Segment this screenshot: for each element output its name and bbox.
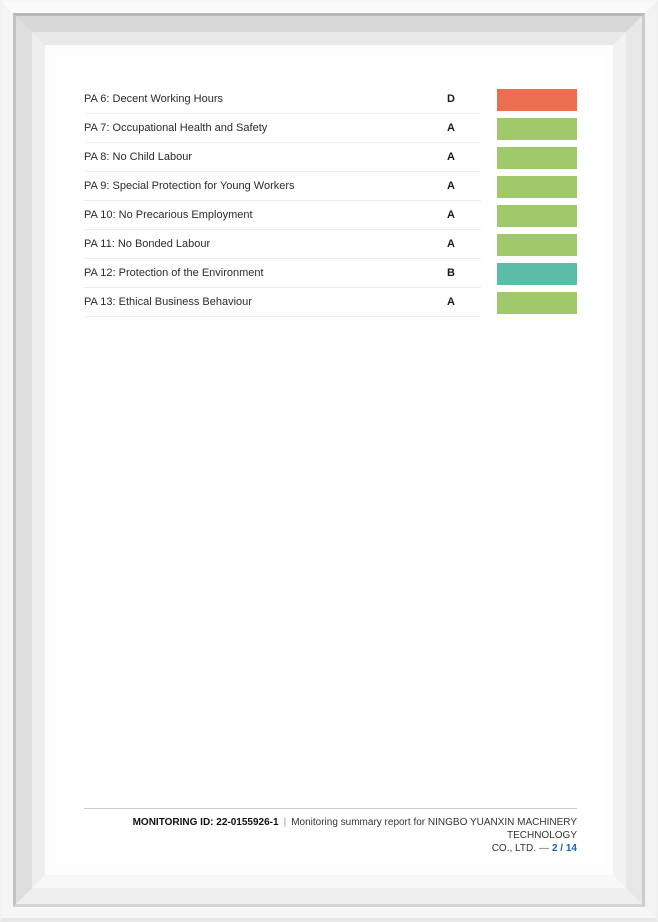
rating-bar <box>497 89 577 111</box>
rating-bar <box>497 234 577 256</box>
rating-bar <box>497 263 577 285</box>
grade-value: A <box>447 209 455 221</box>
document-frame-groove <box>13 13 645 907</box>
pa-label: PA 13: Ethical Business Behaviour <box>84 296 252 308</box>
table-row <box>84 201 577 230</box>
pa-label: PA 10: No Precarious Employment <box>84 209 253 221</box>
rating-bar-cell <box>497 259 577 288</box>
pa-label: PA 11: No Bonded Labour <box>84 238 211 250</box>
rating-bar <box>497 147 577 169</box>
table-row-main <box>84 172 481 201</box>
page-footer <box>84 808 577 857</box>
rating-bar-cell <box>497 288 577 317</box>
grade-value: A <box>447 238 455 250</box>
table-row-main <box>84 230 481 259</box>
document-frame-bevel-light <box>32 32 626 888</box>
rating-bar <box>497 118 577 140</box>
table-row <box>84 114 577 143</box>
table-row-main <box>84 114 481 143</box>
rating-bar-cell <box>497 143 577 172</box>
document-frame-mat <box>45 45 613 875</box>
grade-value: A <box>447 180 455 192</box>
table-row <box>84 230 577 259</box>
report-page <box>55 55 603 865</box>
table-row <box>84 143 577 172</box>
footer-summary-line1: Monitoring summary report for NINGBO YUANXIN MACHINERY TECHNOLOGY <box>291 817 577 841</box>
rating-bar-cell <box>497 85 577 114</box>
table-row <box>84 259 577 288</box>
table-row <box>84 172 577 201</box>
table-row <box>84 288 577 317</box>
footer-separator: | <box>283 817 287 828</box>
pa-label: PA 6: Decent Working Hours <box>84 93 223 105</box>
rating-bar-cell <box>497 230 577 259</box>
monitoring-id-label: MONITORING ID: 22-0155926-1 <box>132 817 279 828</box>
pa-label: PA 9: Special Protection for Young Workers <box>84 180 295 192</box>
rating-bar-cell <box>497 172 577 201</box>
table-row <box>84 85 577 114</box>
grade-value: A <box>447 296 455 308</box>
grade-value: D <box>447 93 455 105</box>
table-row-main <box>84 288 481 317</box>
pa-label: PA 8: No Child Labour <box>84 151 193 163</box>
table-row-main <box>84 85 481 114</box>
rating-bar <box>497 292 577 314</box>
footer-dash: — <box>538 843 549 854</box>
rating-bar <box>497 176 577 198</box>
document-frame-bevel-dark <box>16 16 642 904</box>
grade-value: A <box>447 122 455 134</box>
table-row-main <box>84 201 481 230</box>
rating-bar-cell <box>497 201 577 230</box>
rating-bar-cell <box>497 114 577 143</box>
pa-label: PA 7: Occupational Health and Safety <box>84 122 268 134</box>
table-row-main <box>84 143 481 172</box>
footer-summary-line2: CO., LTD. <box>491 843 536 854</box>
document-frame-face <box>2 2 656 918</box>
pa-label: PA 12: Protection of the Environment <box>84 267 264 279</box>
rating-bar <box>497 205 577 227</box>
table-row-main <box>84 259 481 288</box>
grade-value: B <box>447 267 455 279</box>
grade-value: A <box>447 151 455 163</box>
page-indicator: 2 / 14 <box>551 843 577 854</box>
pa-table <box>84 85 577 317</box>
